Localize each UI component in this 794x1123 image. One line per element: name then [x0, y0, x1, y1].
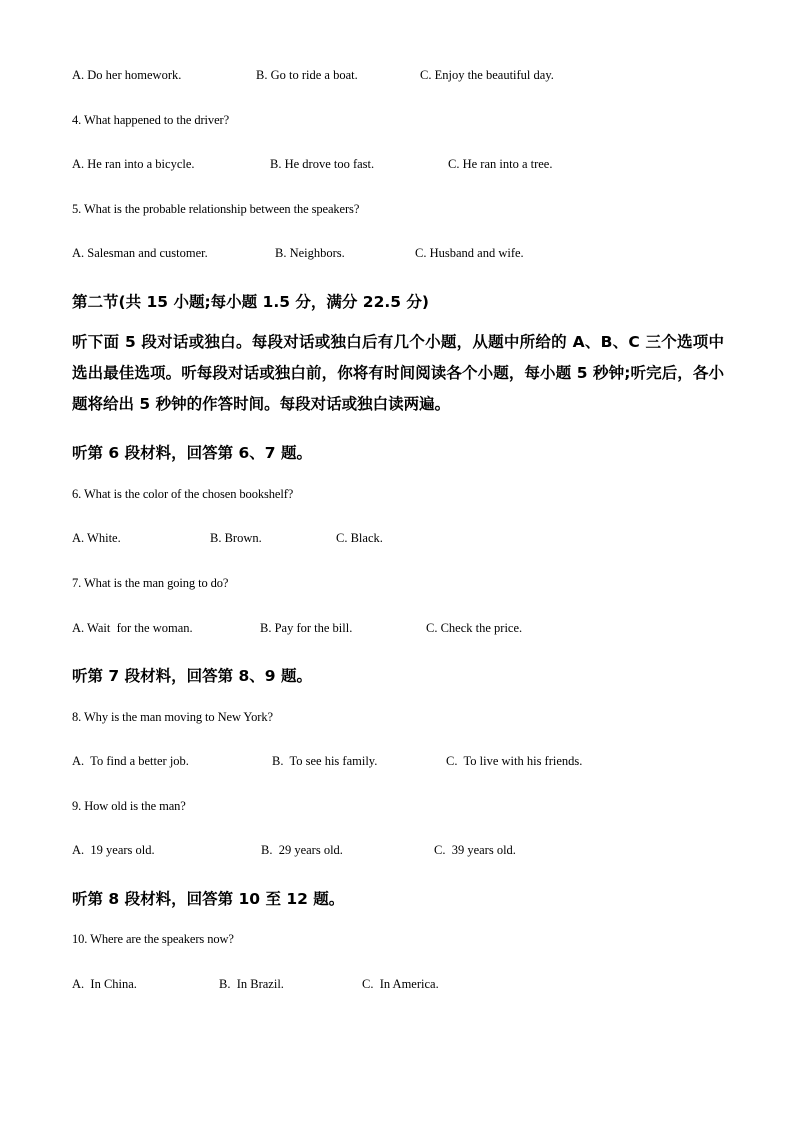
question-6-text: 6. What is the color of the chosen bookshelf? — [72, 487, 294, 501]
q5-option-a: A. Salesman and customer. — [72, 246, 208, 260]
q3-option-c: C. Enjoy the beautiful day. — [420, 68, 554, 82]
question-10-text: 10. Where are the speakers now? — [72, 932, 234, 946]
q10-option-a: A. In China. — [72, 977, 137, 991]
q6-option-a: A. White. — [72, 531, 121, 545]
q4-option-c: C. He ran into a tree. — [448, 157, 553, 171]
q10-option-c: C. In America. — [362, 977, 439, 991]
q4-option-b: B. He drove too fast. — [270, 157, 375, 171]
q8-option-b: B. To see his family. — [272, 754, 378, 768]
q9-option-a: A. 19 years old. — [72, 843, 155, 857]
q8-option-c: C. To live with his friends. — [446, 754, 583, 768]
question-8-text: 8. Why is the man moving to New York? — [72, 710, 273, 724]
q7-option-a: A. Wait for the woman. — [72, 621, 193, 635]
question-9-text: 9. How old is the man? — [72, 799, 186, 813]
question-7-text: 7. What is the man going to do? — [72, 576, 229, 590]
group-6-heading: 听第 6 段材料，回答第 6、7 题。 — [72, 444, 312, 462]
q10-option-b: B. In Brazil. — [219, 977, 284, 991]
q4-option-a: A. He ran into a bicycle. — [72, 157, 195, 171]
question-5-text: 5. What is the probable relationship between the speakers? — [72, 202, 360, 216]
section-2-heading: 第二节(共 15 小题;每小题 1.5 分，满分 22.5 分) — [72, 293, 430, 311]
q5-option-c: C. Husband and wife. — [415, 246, 524, 260]
q5-option-b: B. Neighbors. — [275, 246, 345, 260]
group-8-heading: 听第 8 段材料，回答第 10 至 12 题。 — [72, 890, 345, 908]
group-7-heading: 听第 7 段材料，回答第 8、9 题。 — [72, 667, 312, 685]
q9-option-b: B. 29 years old. — [261, 843, 343, 857]
q6-option-c: C. Black. — [336, 531, 383, 545]
question-4-text: 4. What happened to the driver? — [72, 113, 230, 127]
q7-option-b: B. Pay for the bill. — [260, 621, 353, 635]
q3-option-a: A. Do her homework. — [72, 68, 182, 82]
q6-option-b: B. Brown. — [210, 531, 262, 545]
q8-option-a: A. To find a better job. — [72, 754, 189, 768]
q9-option-c: C. 39 years old. — [434, 843, 516, 857]
section-2-instructions: 听下面 5 段对话或独白。每段对话或独白后有几个小题，从题中所给的 A、B、C 三个选项中选出最佳选项。听每段对话或独白前，你将有时间阅读各个小题，每小题 5 秒钟;听完后，各小题将给出 5 秒钟的作答时间。每段对话或独白读两遍。 — [72, 333, 724, 413]
q7-option-c: C. Check the price. — [426, 621, 523, 635]
q3-option-b: B. Go to ride a boat. — [256, 68, 358, 82]
